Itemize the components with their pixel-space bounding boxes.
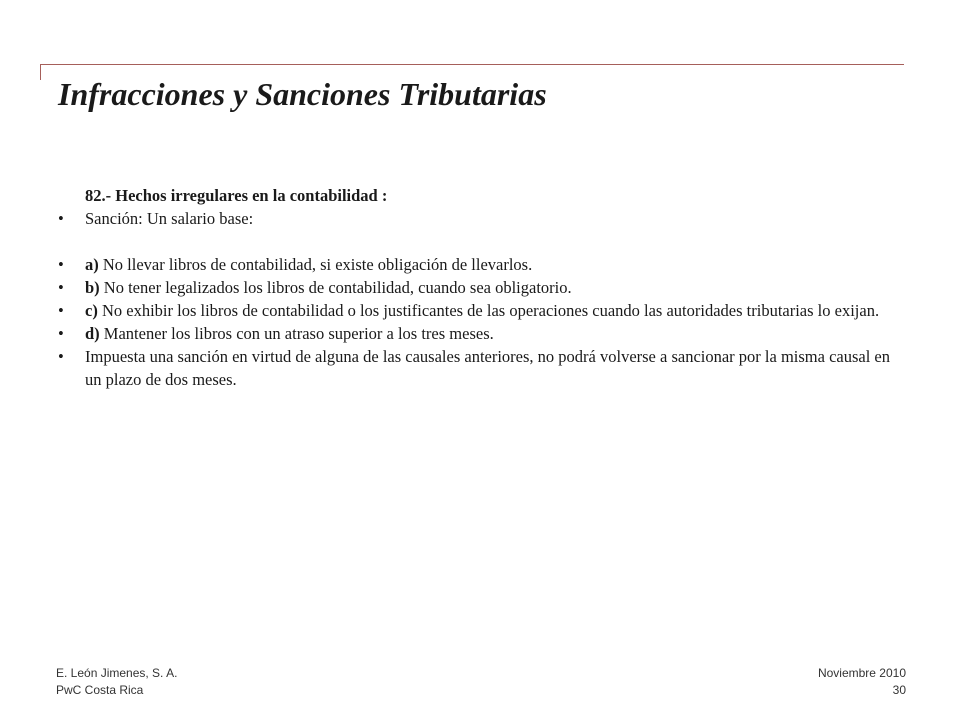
bullet-marker: • (58, 347, 64, 366)
item-text: Mantener los libros con un atraso superior a los tres meses. (99, 324, 494, 343)
item-text: No llevar libros de contabilidad, si existe obligación de llevarlos. (98, 255, 533, 274)
title-rule (40, 64, 904, 65)
intro-bullet (58, 207, 908, 230)
list-item-a (58, 253, 908, 276)
closing-bullet-text: Impuesta una sanción en virtud de alguna de las causales anteriores, no podrá volverse a sancionar por la misma causal en un plazo de dos meses. (85, 347, 891, 389)
closing-bullet (58, 345, 908, 391)
spacer (58, 230, 908, 253)
slide-title: Infracciones y Sanciones Tributarias (58, 76, 547, 112)
item-label: c) (85, 301, 98, 320)
bullet-marker: • (58, 209, 64, 228)
list-item-c (58, 299, 908, 322)
bullet-marker: • (58, 324, 64, 343)
intro-bullet-text: Sanción: Un salario base: (85, 209, 254, 228)
item-text: No tener legalizados los libros de contabilidad, cuando sea obligatorio. (99, 278, 572, 297)
item-label: b) (85, 278, 100, 297)
item-text: No exhibir los libros de contabilidad o los justificantes de las operaciones cuando las autoridades tributarias lo exijan. (97, 301, 880, 320)
list-item-d (58, 322, 908, 345)
slide-content (58, 184, 908, 391)
footer-firm: PwC Costa Rica (56, 683, 144, 697)
bullet-marker: • (58, 278, 64, 297)
bullet-marker: • (58, 255, 64, 274)
list-item-b (58, 276, 908, 299)
footer-left (56, 665, 177, 699)
item-label: d) (85, 324, 100, 343)
footer-company: E. León Jimenes, S. A. (56, 666, 178, 680)
bullet-marker: • (58, 301, 64, 320)
section-heading: 82.- Hechos irregulares en la contabilidad : (85, 186, 388, 205)
title-rule-corner (40, 64, 41, 80)
footer-date: Noviembre 2010 (817, 666, 906, 680)
item-label: a) (85, 255, 99, 274)
footer-right (818, 665, 906, 699)
page-number: 30 (892, 683, 906, 697)
